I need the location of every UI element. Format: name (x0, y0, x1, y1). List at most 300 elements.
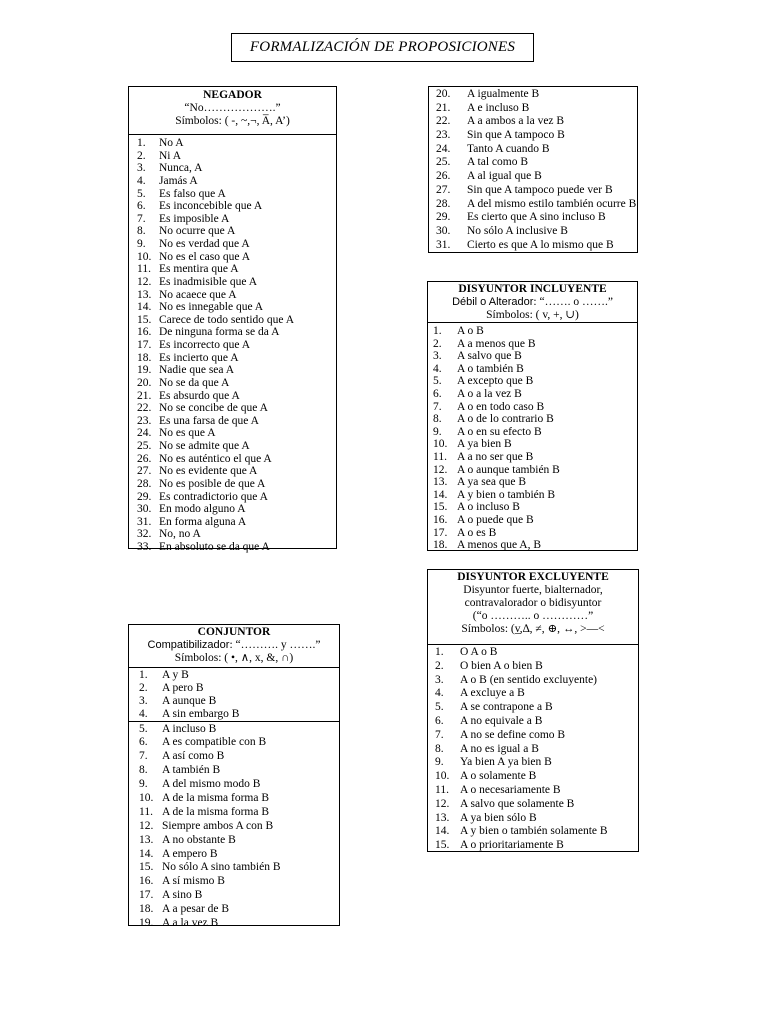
list-item (435, 825, 638, 839)
item-number: 28. (436, 197, 451, 210)
list-item (139, 682, 339, 695)
item-number: 18. (137, 351, 152, 364)
item-text: No es innegable que A (159, 301, 264, 314)
item-number: 3. (137, 162, 146, 175)
item-text: A no equivale a B (460, 714, 543, 727)
item-number: 20. (436, 88, 451, 100)
item-number: 20. (137, 376, 152, 389)
item-number: 7. (435, 728, 444, 741)
item-number: 17. (137, 339, 152, 351)
item-number: 14. (433, 488, 448, 501)
item-number: 22. (436, 115, 451, 128)
item-number: 14. (435, 825, 450, 838)
item-number: 16. (433, 513, 448, 526)
item-text: A pero B (162, 681, 204, 694)
negador-box (128, 86, 337, 553)
list-item (433, 338, 637, 351)
item-text: A a no ser que B (457, 450, 534, 463)
list-item (435, 687, 638, 701)
excluyente-line1: Disyuntor fuerte, bialternador, (463, 584, 603, 596)
conjuntor-continued-box (428, 86, 638, 253)
item-number: 26. (137, 452, 152, 465)
item-text: Es absurdo que A (159, 389, 240, 402)
item-text: Nunca, A (159, 162, 203, 175)
item-text: A de la misma forma B (162, 792, 269, 805)
item-text: A excepto que B (457, 375, 534, 388)
conjuntor-list-a (129, 668, 339, 721)
item-number: 15. (435, 839, 450, 852)
negador-title: NEGADOR (203, 89, 262, 101)
list-item (137, 453, 336, 466)
item-text: En absoluto se da que A (159, 541, 270, 553)
item-text: A y bien o también B (457, 488, 556, 501)
item-number: 12. (139, 819, 154, 832)
item-text: A no se define como B (460, 728, 566, 741)
incluyente-subtitle-label: Débil o Alterador (452, 296, 534, 308)
item-number: 25. (436, 156, 451, 169)
item-number: 28. (137, 477, 152, 490)
item-number: 31. (137, 515, 152, 528)
item-text: Es imposible A (159, 212, 230, 225)
list-item (137, 503, 336, 516)
item-text: Sin que A tampoco B (467, 129, 565, 142)
item-text: Es una farsa de que A (159, 414, 259, 427)
list-item (433, 375, 637, 388)
item-text: A o a la vez B (457, 387, 522, 400)
negador-header (129, 87, 336, 135)
item-text: A o es B (457, 526, 497, 539)
item-number: 13. (435, 811, 450, 824)
item-number: 19. (139, 917, 154, 930)
item-text: No sólo A sino también B (162, 861, 281, 874)
item-text: Ni A (159, 149, 182, 162)
item-number: 10. (433, 438, 448, 451)
item-text: A aunque B (162, 694, 217, 707)
item-text: A sin embargo B (162, 707, 240, 720)
item-text: A sí mismo B (162, 875, 225, 888)
list-item (139, 889, 339, 903)
item-text: No se da que A (159, 376, 230, 389)
item-text: Es cierto que A sino incluso B (467, 211, 606, 224)
conjuntor-subtitle-pattern: : “………. y …….” (229, 639, 321, 651)
item-number: 2. (137, 149, 146, 162)
item-number: 9. (137, 238, 146, 250)
list-item (137, 415, 336, 428)
item-text: A a menos que B (457, 337, 536, 350)
item-text: A ya sea que B (457, 476, 526, 489)
list-item (137, 352, 336, 365)
item-number: 29. (137, 490, 152, 503)
item-text: O bien A o bien B (460, 659, 543, 672)
item-number: 27. (436, 183, 451, 196)
item-number: 2. (139, 681, 148, 694)
list-item (433, 401, 637, 414)
list-item (137, 251, 336, 264)
list-item (139, 903, 339, 917)
list-item (433, 476, 637, 489)
list-item (137, 326, 336, 339)
list-item (433, 514, 637, 527)
item-number: 6. (435, 714, 444, 727)
negador-pattern: “No……………….” (184, 102, 281, 114)
list-item (433, 539, 637, 552)
item-number: 13. (139, 833, 154, 846)
item-text: A se contrapone a B (460, 701, 553, 714)
item-text: Es mentira que A (159, 263, 239, 276)
item-text: A menos que A, B (457, 539, 542, 552)
item-number: 23. (436, 129, 451, 142)
list-item (433, 501, 637, 514)
item-number: 21. (436, 101, 451, 114)
list-item (137, 465, 336, 478)
excluyente-header (428, 570, 638, 645)
list-item (137, 491, 336, 504)
list-item (139, 723, 339, 737)
item-number: 8. (435, 742, 444, 755)
item-number: 21. (137, 389, 152, 402)
item-number: 18. (139, 903, 154, 916)
item-number: 4. (433, 362, 442, 375)
list-item (435, 646, 638, 660)
item-text: A o de lo contrario B (457, 413, 554, 426)
list-item (137, 200, 336, 213)
item-number: 15. (139, 861, 154, 874)
item-text: A igualmente B (467, 88, 540, 100)
list-item (137, 528, 336, 541)
item-text: Carece de todo sentido que A (159, 313, 295, 326)
list-item (137, 137, 336, 150)
item-number: 6. (137, 200, 146, 213)
list-item (139, 750, 339, 764)
list-item (139, 834, 339, 848)
item-text: A o necesariamente B (460, 783, 561, 796)
list-item (139, 875, 339, 889)
item-number: 11. (433, 450, 447, 463)
list-item (436, 184, 637, 198)
item-number: 5. (433, 375, 442, 388)
list-item (137, 276, 336, 289)
item-number: 4. (435, 687, 444, 700)
list-item (139, 669, 339, 682)
list-item (433, 489, 637, 502)
item-number: 19. (137, 364, 152, 377)
list-item (436, 143, 637, 157)
list-item (436, 170, 637, 184)
list-item (137, 541, 336, 554)
item-text: A a la vez B (162, 917, 219, 930)
item-text: A o en su efecto B (457, 425, 542, 438)
conjuntor-subtitle-label: Compatibilizador (147, 639, 230, 651)
item-text: No es posible de que A (159, 477, 266, 490)
item-text: A y B (162, 669, 189, 681)
list-item (433, 426, 637, 439)
incluyente-header (428, 282, 637, 323)
item-number: 30. (137, 503, 152, 516)
list-item (139, 736, 339, 750)
item-text: A o B (457, 325, 484, 337)
conjuntor-header (129, 625, 339, 668)
list-item (137, 516, 336, 529)
item-number: 26. (436, 170, 451, 183)
list-item (433, 350, 637, 363)
item-number: 10. (137, 250, 152, 263)
list-item (137, 427, 336, 440)
item-number: 30. (436, 224, 451, 237)
item-text: De ninguna forma se da A (159, 326, 280, 339)
item-text: Ya bien A ya bien B (460, 756, 552, 769)
conjuntor-symbols: Símbolos: ( •, ∧, x, &, ∩) (174, 652, 294, 664)
list-item (435, 729, 638, 743)
incluyente-subtitle-pattern: : “……. o …….” (533, 296, 613, 308)
list-item (137, 440, 336, 453)
item-text: A es compatible con B (162, 736, 267, 749)
list-item (435, 715, 638, 729)
item-text: Es inconcebible que A (159, 200, 263, 213)
item-number: 15. (137, 313, 152, 326)
item-text: A incluso B (162, 722, 217, 735)
item-number: 27. (137, 465, 152, 478)
item-text: Es incorrecto que A (159, 339, 251, 351)
item-number: 2. (435, 659, 444, 672)
item-number: 24. (137, 427, 152, 440)
list-item (433, 325, 637, 338)
conjuntor-title: CONJUNTOR (197, 626, 271, 638)
excluyente-pattern: (“o ……….. o …………” (472, 610, 594, 622)
list-item (436, 102, 637, 116)
item-text: Sin que A tampoco puede ver B (467, 183, 613, 196)
list-item (137, 289, 336, 302)
list-item (139, 917, 339, 931)
item-text: A o prioritariamente B (460, 839, 564, 852)
item-text: A o solamente B (460, 770, 537, 783)
item-number: 15. (433, 501, 448, 514)
disyuntor-incluyente-box (427, 281, 638, 551)
item-text: A salvo que B (457, 350, 522, 363)
item-text: Nadie que sea A (159, 364, 235, 377)
item-number: 9. (433, 425, 442, 438)
item-text: A así como B (162, 750, 225, 763)
negador-symbols: Símbolos: ( -, ~,¬, A̅, A’) (175, 115, 290, 127)
list-item (433, 527, 637, 540)
item-text: Cierto es que A lo mismo que B (467, 238, 614, 251)
item-text: No se admite que A (159, 440, 250, 452)
item-number: 9. (435, 756, 444, 769)
item-number: 5. (137, 187, 146, 200)
item-number: 10. (139, 792, 154, 805)
list-item (139, 820, 339, 834)
list-item (433, 413, 637, 426)
item-number: 12. (433, 463, 448, 476)
list-item (436, 156, 637, 170)
incluyente-list (428, 323, 637, 552)
list-item (139, 848, 339, 862)
list-item (137, 339, 336, 352)
item-number: 6. (433, 387, 442, 400)
list-item (435, 798, 638, 812)
item-text: Es incierto que A (159, 351, 239, 364)
item-number: 3. (433, 350, 442, 363)
item-text: A no es igual a B (460, 742, 539, 755)
list-item (435, 743, 638, 757)
list-item (137, 162, 336, 175)
item-number: 17. (139, 889, 154, 902)
excluyente-list (428, 645, 638, 853)
list-item (435, 812, 638, 826)
list-item (139, 806, 339, 820)
item-text: A excluye a B (460, 687, 525, 700)
item-number: 13. (137, 288, 152, 301)
item-number: 2. (433, 337, 442, 350)
item-text: A ya bien B (457, 438, 512, 451)
list-item (435, 674, 638, 688)
list-item (436, 88, 637, 102)
conjuntor-list-b (129, 722, 339, 931)
item-number: 8. (137, 225, 146, 238)
item-number: 8. (433, 413, 442, 426)
item-text: A no obstante B (162, 833, 236, 846)
item-text: Jamás A (159, 174, 198, 187)
negador-list (129, 135, 336, 554)
item-number: 31. (436, 238, 451, 251)
list-item (137, 213, 336, 226)
list-item (137, 238, 336, 251)
list-item (433, 388, 637, 401)
disyuntor-excluyente-box (427, 569, 639, 852)
list-item (137, 402, 336, 415)
list-item (433, 438, 637, 451)
list-item (139, 792, 339, 806)
list-item (436, 129, 637, 143)
item-number: 11. (435, 783, 449, 796)
conjuntor-subtitle (131, 639, 337, 652)
item-text: O A o B (460, 646, 498, 658)
list-item (139, 695, 339, 708)
item-number: 29. (436, 211, 451, 224)
item-text: A a ambos a la vez B (467, 115, 565, 128)
item-text: Siempre ambos A con B (162, 819, 274, 832)
item-number: 13. (433, 476, 448, 489)
item-number: 1. (137, 137, 146, 149)
item-number: 7. (137, 212, 146, 225)
item-text: Tanto A cuando B (467, 142, 550, 155)
item-number: 3. (139, 694, 148, 707)
item-number: 17. (433, 526, 448, 539)
list-item (139, 708, 339, 721)
item-text: Es inadmisible que A (159, 275, 258, 288)
item-number: 11. (137, 263, 151, 276)
item-text: A o puede que B (457, 513, 534, 526)
item-text: No es evidente que A (159, 465, 258, 478)
item-text: A o en todo caso B (457, 400, 545, 413)
item-text: Es contradictorio que A (159, 490, 268, 503)
list-item (139, 861, 339, 875)
item-text: A e incluso B (467, 101, 530, 114)
item-text: A o B (en sentido excluyente) (460, 673, 598, 686)
item-number: 14. (139, 847, 154, 860)
list-item (137, 188, 336, 201)
list-item (137, 225, 336, 238)
item-number: 14. (137, 301, 152, 314)
item-number: 23. (137, 414, 152, 427)
excluyente-symbols: Símbolos: (v̲,∆, ≠, ⊕, ↔, >—< (461, 623, 605, 635)
item-number: 16. (139, 875, 154, 888)
excluyente-title: DISYUNTOR EXCLUYENTE (457, 571, 609, 583)
list-item (436, 211, 637, 225)
item-text: No sólo A inclusive B (467, 224, 568, 237)
item-text: No ocurre que A (159, 225, 236, 238)
item-text: A del mismo estilo también ocurre B (467, 197, 637, 210)
list-item (435, 770, 638, 784)
item-text: A de la misma forma B (162, 805, 269, 818)
item-number: 5. (435, 701, 444, 714)
list-item (436, 239, 637, 253)
list-item (137, 478, 336, 491)
item-number: 8. (139, 764, 148, 777)
item-number: 3. (435, 673, 444, 686)
item-number: 1. (433, 325, 442, 337)
list-item (139, 764, 339, 778)
item-text: No acaece que A (159, 288, 237, 301)
item-number: 1. (139, 669, 148, 681)
list-item (435, 660, 638, 674)
item-text: No es verdad que A (159, 238, 250, 250)
list-item (137, 150, 336, 163)
item-number: 32. (137, 528, 152, 541)
item-text: No, no A (159, 528, 201, 541)
item-text: A o aunque también B (457, 463, 560, 476)
item-text: No es el caso que A (159, 250, 251, 263)
item-text: A o incluso B (457, 501, 520, 514)
item-number: 7. (139, 750, 148, 763)
item-text: No es que A (159, 427, 216, 440)
item-text: No A (159, 137, 184, 149)
item-number: 25. (137, 440, 152, 452)
list-item (433, 464, 637, 477)
item-number: 22. (137, 402, 152, 415)
list-item (137, 314, 336, 327)
item-number: 6. (139, 736, 148, 749)
list-item (433, 363, 637, 376)
list-item (137, 301, 336, 314)
item-number: 18. (433, 539, 448, 552)
item-number: 5. (139, 722, 148, 735)
incluyente-title: DISYUNTOR INCLUYENTE (458, 283, 607, 295)
list-item (436, 225, 637, 239)
item-text: No es auténtico el que A (159, 452, 272, 465)
list-item (137, 263, 336, 276)
item-number: 12. (435, 797, 450, 810)
item-number: 11. (139, 805, 153, 818)
list-item (435, 756, 638, 770)
list-item (137, 364, 336, 377)
list-item (435, 701, 638, 715)
list-item (139, 778, 339, 792)
list-item (137, 175, 336, 188)
item-number: 4. (139, 707, 148, 720)
item-text: En forma alguna A (159, 515, 247, 528)
item-number: 1. (435, 646, 444, 658)
item-text: A sino B (162, 889, 203, 902)
item-number: 4. (137, 174, 146, 187)
item-text: A empero B (162, 847, 218, 860)
item-number: 33. (137, 541, 152, 553)
list-item (137, 390, 336, 403)
list-item (436, 115, 637, 129)
item-text: A tal como B (467, 156, 529, 169)
item-number: 9. (139, 778, 148, 791)
list-item (435, 839, 638, 853)
item-text: A al igual que B (467, 170, 542, 183)
